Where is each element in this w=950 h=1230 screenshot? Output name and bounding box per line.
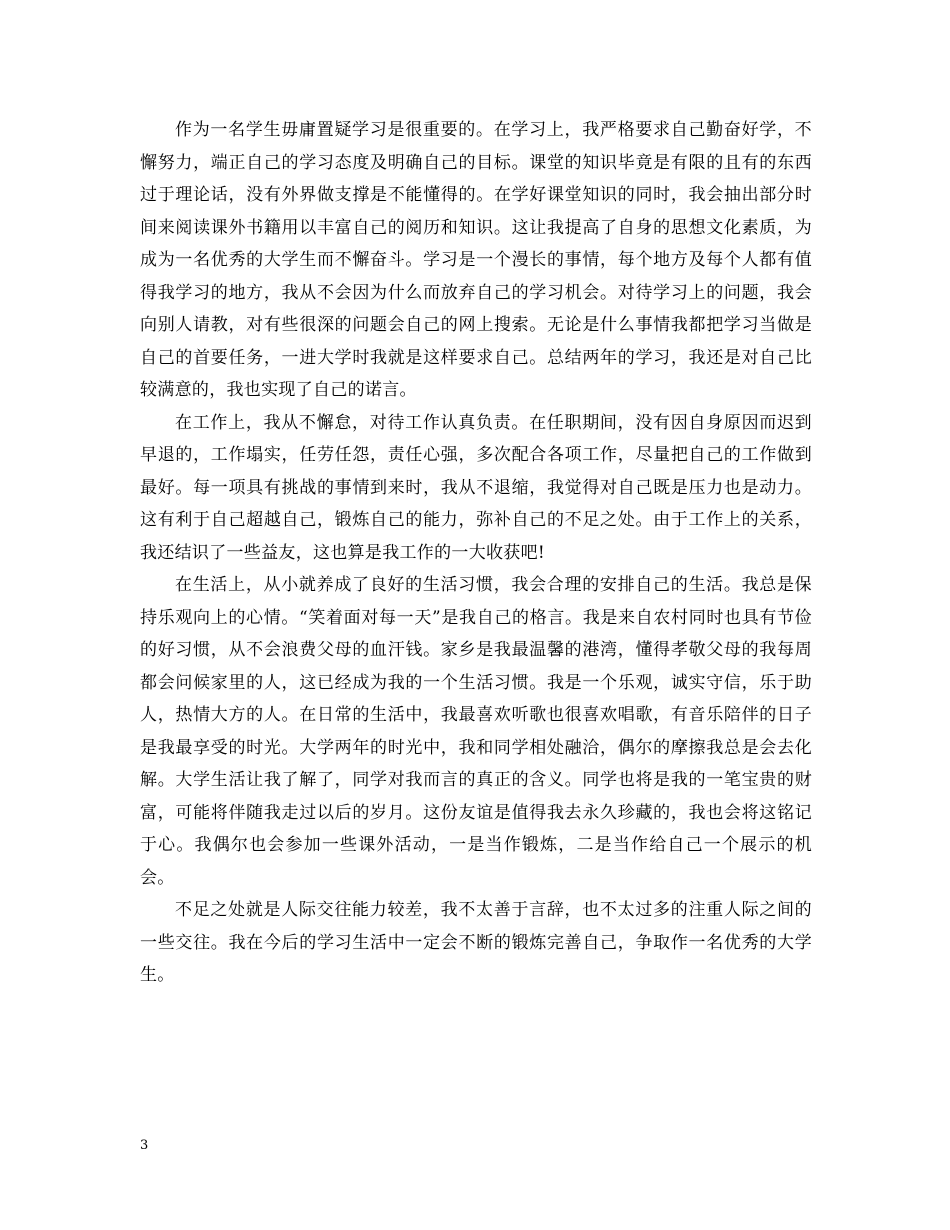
- paragraph-shortcomings: 不足之处就是人际交往能力较差，我不太善于言辞，也不太过多的注重人际之间的一些交往。我在今后的学习生活中一定会不断的锻炼完善自己，争取作一名优秀的大学生。: [140, 900, 812, 985]
- paragraph-study: 作为一名学生毋庸置疑学习是很重要的。在学习上，我严格要求自己勤奋好学，不懈努力，端正自己的学习态度及明确自己的目标。课堂的知识毕竟是有限的且有的东西过于理论话，没有外界做支撑是不能懂得的。在学好课堂知识的同时，我会抽出部分时间来阅读课外书籍用以丰富自己的阅历和知识。这让我提高了自身的思想文化素质，为成为一名优秀的大学生而不懈奋斗。学习是一个漫长的事情，每个地方及每个人都有值得我学习的地方，我从不会因为什么而放弃自己的学习机会。对待学习上的问题，我会向别人请教，对有些很深的问题会自己的网上搜索。无论是什么事情我都把学习当做是自己的首要任务，一进大学时我就是这样要求自己。总结两年的学习，我还是对自己比较满意的，我也实现了自己的诺言。: [140, 120, 812, 400]
- paragraph-work: 在工作上，我从不懈怠，对待工作认真负责。在任职期间，没有因自身原因而迟到早退的，工作塌实，任劳任怨，责任心强，多次配合各项工作，尽量把自己的工作做到最好。每一项具有挑战的事情到来时，我从不退缩，我觉得对自己既是压力也是动力。这有利于自己超越自己，锻炼自己的能力，弥补自己的不足之处。由于工作上的关系，我还结识了一些益友，这也算是我工作的一大收获吧!: [140, 412, 812, 563]
- page-number: 3: [140, 1138, 149, 1153]
- paragraph-life: 在生活上，从小就养成了良好的生活习惯，我会合理的安排自己的生活。我总是保持乐观向上的心情。“笑着面对每一天”是我自己的格言。我是来自农村同时也具有节俭的好习惯，从不会浪费父母的血汗钱。家乡是我最温馨的港湾，懂得孝敬父母的我每周都会问候家里的人，这已经成为我的一个生活习惯。我是一个乐观，诚实守信，乐于助人，热情大方的人。在日常的生活中，我最喜欢听歌也很喜欢唱歌，有音乐陪伴的日子是我最享受的时光。大学两年的时光中，我和同学相处融洽，偶尔的摩擦我总是会去化解。大学生活让我了解了，同学对我而言的真正的含义。同学也将是我的一笔宝贵的财富，可能将伴随我走过以后的岁月。这份友谊是值得我去永久珍藏的，我也会将这铭记于心。我偶尔也会参加一些课外活动，一是当作锻炼，二是当作给自己一个展示的机会。: [140, 575, 812, 888]
- body-text: [140, 114, 812, 992]
